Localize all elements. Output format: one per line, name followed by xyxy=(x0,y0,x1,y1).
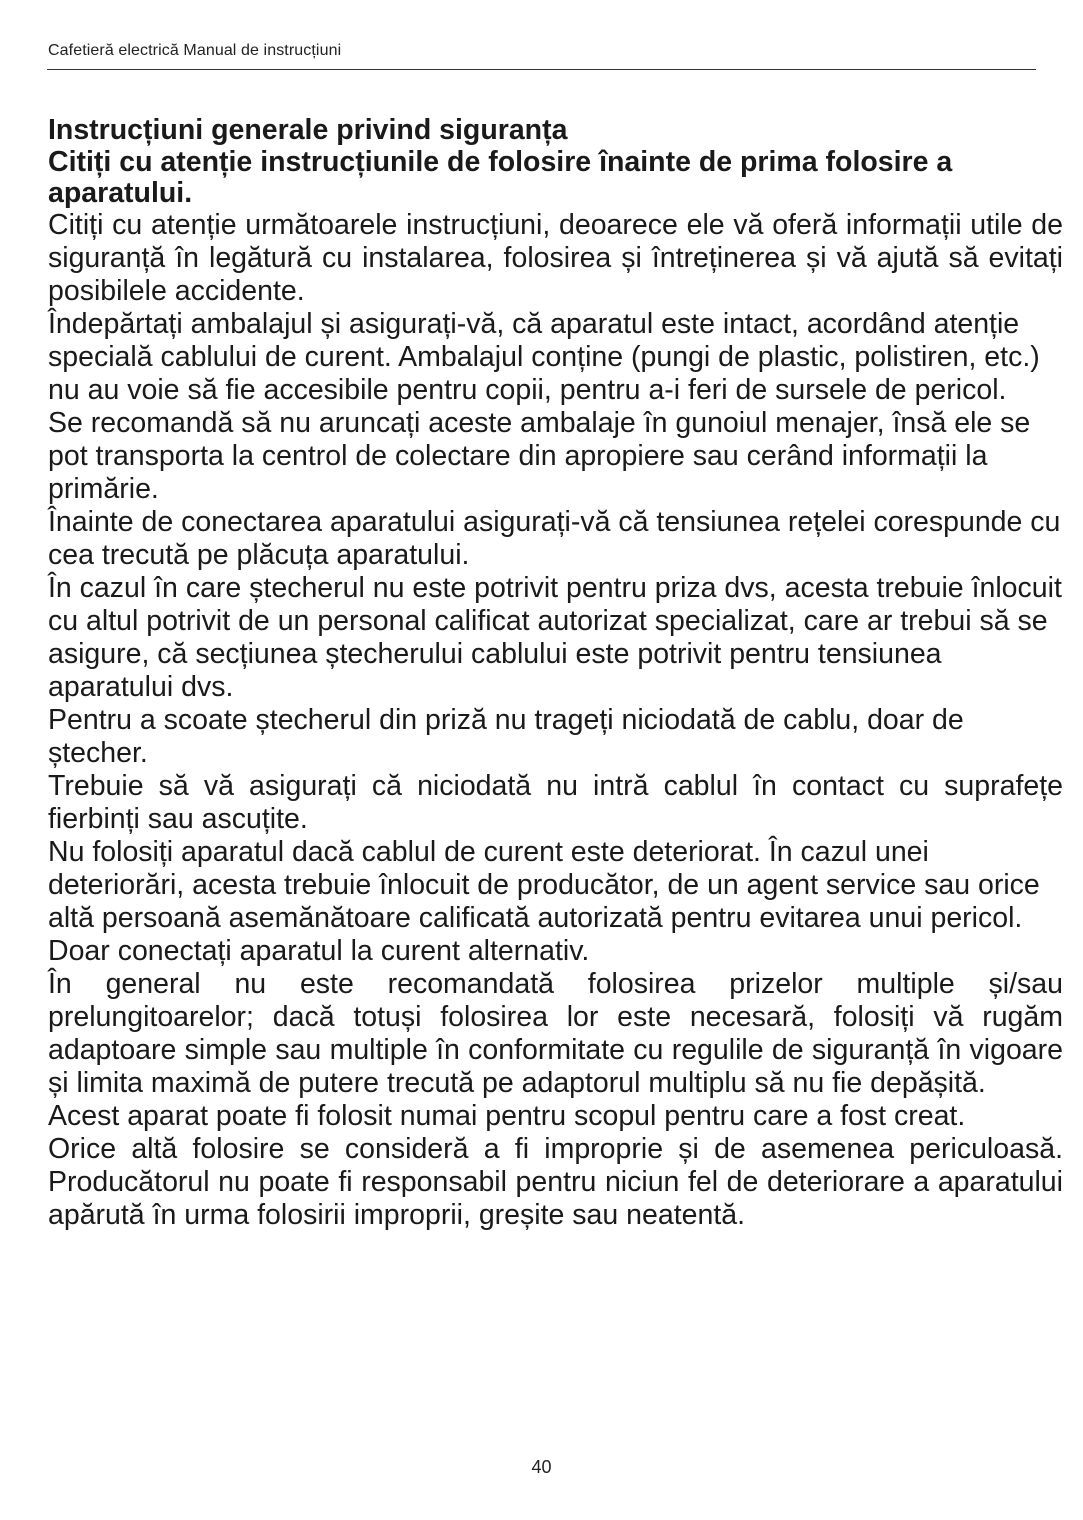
header-divider xyxy=(47,69,1036,70)
paragraph-read-instructions: Citiți cu atenție următoarele instrucțiuni, deoarece ele vă oferă informații utile de siguranță în legătură cu instalarea, folosirea și întreținerea și vă ajută să evitați posibilele accidente. xyxy=(48,209,1063,307)
section-title: Instrucțiuni generale privind siguranța xyxy=(48,114,568,146)
safety-instructions-section xyxy=(48,113,1063,1232)
paragraph-voltage-check: Înainte de conectarea aparatului asigurați-vă că tensiunea rețelei corespunde cu cea trecută pe plăcuța aparatului. xyxy=(48,506,1061,571)
paragraph-intended-use: Acest aparat poate fi folosit numai pentru scopul pentru care a fost creat. xyxy=(48,1100,966,1132)
running-header: Cafetieră electrică Manual de instrucțiuni xyxy=(48,42,342,59)
paragraph-remove-packaging: Îndepărtați ambalajul și asigurați-vă, că aparatul este intact, acordând atenție specială cablului de curent. Ambalajul conține (pungi de plastic, polistiren, etc.) nu au voie să fie accesibile pentru copii, pentru a-i feri de sursele de pericol. xyxy=(48,308,1040,406)
paragraph-damaged-cable: Nu folosiți aparatul dacă cablul de curent este deteriorat. În cazul unei deteriorări, acesta trebuie înlocuit de producător, de un agent service sau orice altă persoană asemănătoare calificată autorizată pentru evitarea unui pericol. xyxy=(48,836,1040,934)
paragraph-alternating-current: Doar conectați aparatul la curent alternativ. xyxy=(48,935,590,967)
paragraph-multiple-sockets: În general nu este recomandată folosirea prizelor multiple și/sau prelungitoarelor; dacă totuși folosirea lor este necesară, folosiți vă rugăm adaptoare simple sau multiple în conformitate cu regulile de siguranță în vigoare și limita maximă de putere trecută pe adaptorul multiplu să nu fie depășită. xyxy=(48,968,1063,1099)
page-number: 40 xyxy=(531,1457,552,1477)
paragraph-unplugging: Pentru a scoate ștecherul din priză nu trageți niciodată de cablu, doar de ștecher. xyxy=(48,704,964,769)
paragraph-improper-use: Orice altă folosire se consideră a fi improprie și de asemenea periculoasă. Producătorul nu poate fi responsabil pentru niciun fel de deteriorare a aparatului apărută în urma folosirii improprii, greșite sau neatentă. xyxy=(48,1133,1063,1231)
paragraph-cable-contact: Trebuie să vă asigurați că niciodată nu intră cablul în contact cu suprafețe fierbinți sau ascuțite. xyxy=(48,770,1063,835)
paragraph-plug-replacement: În cazul în care ștecherul nu este potrivit pentru priza dvs, acesta trebuie înlocuit cu altul potrivit de un personal calificat autorizat specializat, care ar trebui să se asigure, că secțiunea ștecherului cablului este potrivit pentru tensiunea aparatului dvs. xyxy=(48,572,1062,703)
section-subtitle: Citiți cu atenție instrucțiunile de folosire înainte de prima folosire a aparatului. xyxy=(48,146,953,209)
paragraph-packaging-disposal: Se recomandă să nu aruncați aceste ambalaje în gunoiul menajer, însă ele se pot transporta la centrol de colectare din apropiere sau cerând informații la primărie. xyxy=(48,407,1031,505)
